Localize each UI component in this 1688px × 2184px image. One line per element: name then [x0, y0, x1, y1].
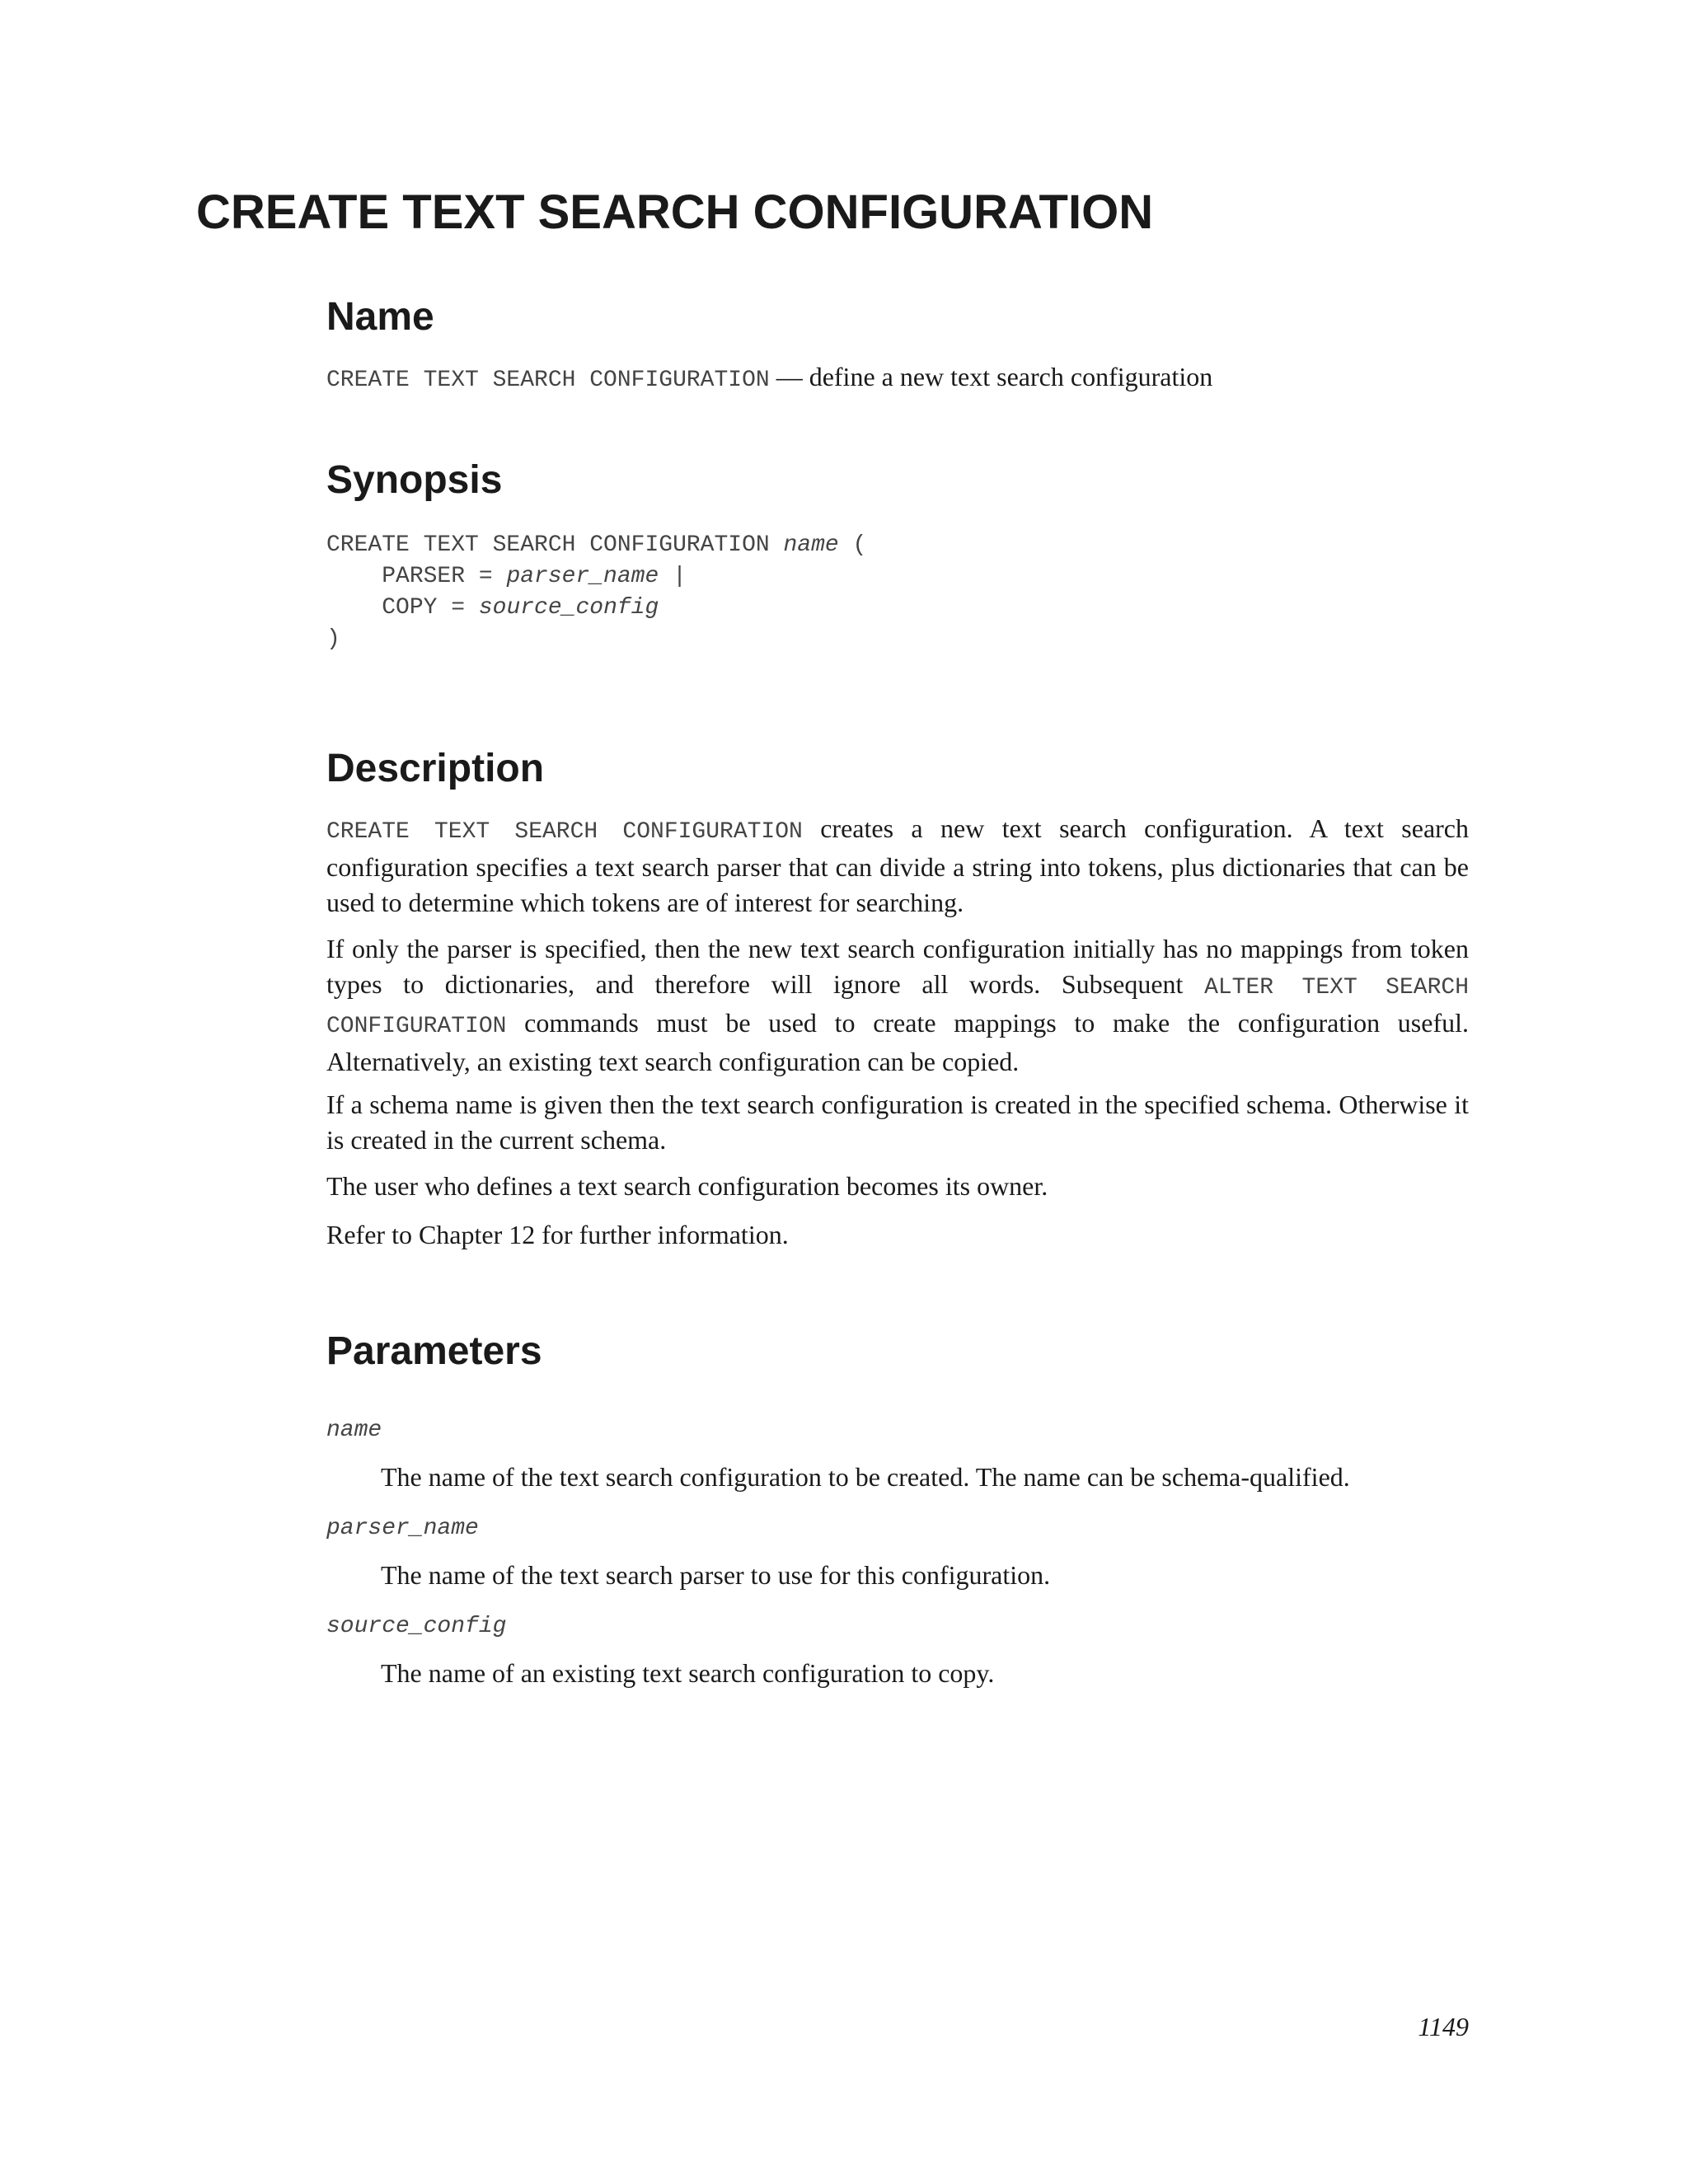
description-paragraph-5: Refer to Chapter 12 for further information.	[326, 1220, 789, 1249]
alter-command: ALTER TEXT SEARCH CONFIGURATION	[326, 975, 1470, 1039]
parameter-term: name	[326, 1418, 382, 1443]
synopsis-arg-name: name	[783, 532, 839, 558]
synopsis-keyword: CREATE TEXT SEARCH CONFIGURATION	[326, 532, 784, 558]
synopsis-arg-parser: parser_name	[506, 564, 659, 589]
synopsis-arg-source: source_config	[478, 595, 659, 621]
synopsis-keyword: COPY =	[326, 595, 479, 621]
description-paragraph-3: If a schema name is given then the text search configuration is created in the specified schema. Otherwise it is created in the current schema.	[326, 1090, 1469, 1155]
parameter-term: parser_name	[326, 1516, 479, 1541]
name-command: CREATE TEXT SEARCH CONFIGURATION	[326, 368, 770, 393]
synopsis-line-3	[326, 595, 659, 621]
name-separator: —	[769, 362, 809, 391]
synopsis-keyword: PARSER =	[326, 564, 507, 589]
page-number: 1149	[1418, 2012, 1469, 2041]
name-summary: define a new text search configuration	[809, 362, 1213, 391]
description-text: creates a new text search configuration. A text search configuration specifies a text search parser that can divide a string into tokens, plus dictionaries that can be used to determine which tokens are of interest for searching.	[326, 813, 1470, 917]
description-text: commands must be used to create mappings to make the configuration useful. Alternatively, an existing text search configuration can be copied.	[326, 1008, 1469, 1076]
name-heading: Name	[326, 295, 434, 339]
synopsis-code-block	[326, 530, 866, 655]
synopsis-line-2	[326, 564, 687, 589]
synopsis-paren: (	[838, 532, 867, 558]
parameter-term: source_config	[326, 1614, 507, 1639]
page-title: CREATE TEXT SEARCH CONFIGURATION	[196, 185, 1154, 239]
description-paragraph-1	[326, 811, 1469, 921]
synopsis-line-4: )	[326, 626, 340, 652]
synopsis-heading: Synopsis	[326, 458, 503, 502]
description-command: CREATE TEXT SEARCH CONFIGURATION	[326, 819, 803, 845]
parameter-description: The name of an existing text search configuration to copy.	[381, 1658, 995, 1688]
parameters-heading: Parameters	[326, 1329, 542, 1373]
parameter-description: The name of the text search configuration to be created. The name can be schema-qualified.	[381, 1462, 1350, 1492]
description-paragraph-4: The user who defines a text search configuration becomes its owner.	[326, 1171, 1048, 1201]
synopsis-line-1	[326, 532, 866, 558]
description-paragraph-2	[326, 931, 1469, 1080]
description-text: If only the parser is specified, then the new text search configuration initially has no mappings from token types to dictionaries, and therefore will ignore all words. Subsequent	[326, 934, 1469, 999]
synopsis-pipe: |	[659, 564, 687, 589]
name-line	[326, 359, 1212, 398]
parameter-description: The name of the text search parser to use for this configuration.	[381, 1560, 1051, 1590]
description-heading: Description	[326, 747, 545, 790]
